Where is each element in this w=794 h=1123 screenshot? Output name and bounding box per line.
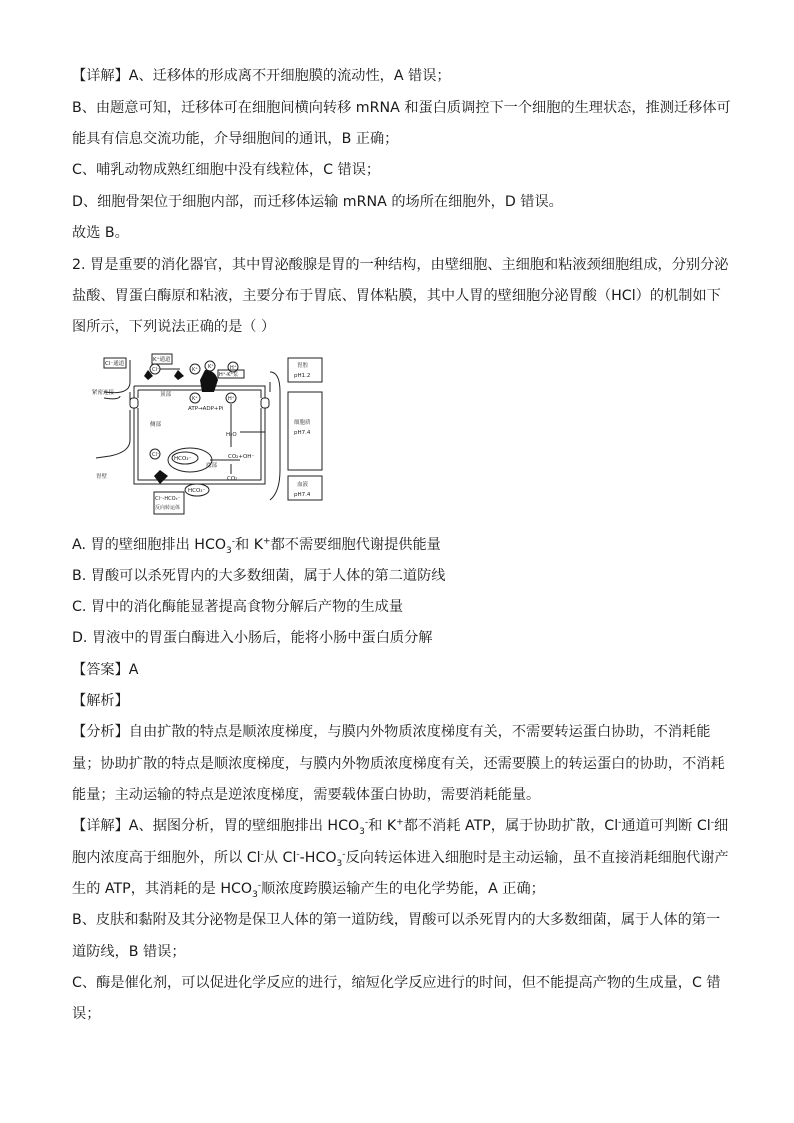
- k-ion-label: K⁺: [208, 364, 214, 370]
- cl-channel-label: Cl⁻通道: [105, 361, 125, 367]
- option-c: C. 胃中的消化酶能显著提高食物分解后产物的生成量: [72, 599, 404, 615]
- detail-line: 【详解】A、据图分析，胃的壁细胞排出 $HCO_3^-$和 K+都不消耗 ATP，属于协助扩散，Cl-通道可判断 Cl-细: [72, 817, 729, 837]
- lumen-label: 胃腔: [297, 363, 309, 369]
- lumen-ph-label: pH1.2: [294, 373, 311, 379]
- cytoplasm-ph-label: pH7.4: [294, 430, 311, 436]
- paragraph-detail-line: 【详解】A、迁移体的形成离不开细胞膜的流动性，A 错误；: [72, 68, 451, 84]
- tight-junction-label: 紧密连接: [92, 390, 115, 396]
- detail-line: 胞内浓度高于细胞外，所以 Cl-从 $Cl^--HCO_3^-$反向转运体进入细胞时是主动运输，虽不直接消耗细胞代谢产: [72, 849, 729, 869]
- hco3-label: HCO₃⁻: [188, 488, 206, 494]
- cl-ion-label: Cl⁻: [152, 367, 160, 373]
- option-b: B. 胃酸可以杀死胃内的大多数细菌，属于人体的第二道防线: [72, 568, 446, 584]
- apical-label: 顶部: [160, 392, 172, 398]
- paragraph-detail-line: B、由题意可知，迁移体可在细胞间横向转移 mRNA 和蛋白质调控下一个细胞的生理状态，推测迁移体可: [72, 100, 731, 116]
- water-label: H₂O: [226, 432, 237, 438]
- detail-line: B、皮肤和黏附及其分泌物是保卫人体的第一道防线，胃酸可以杀死胃内的大多数细菌，属于人体的第一: [72, 912, 721, 928]
- analysis-line: 量；协助扩散的特点是顺浓度梯度，与膜内外物质浓度梯度有关，还需要膜上的转运蛋白的协助，不消耗: [72, 756, 725, 772]
- basal-label: 底部: [206, 463, 218, 469]
- co2-oh-label: CO₂+OH⁻: [228, 454, 255, 460]
- blood-label: 血液: [297, 482, 309, 488]
- k-ion-label: K⁺: [192, 367, 198, 373]
- detail-line: 生的 ATP，其消耗的是 $HCO_3^-$顺浓度跨膜运输产生的电化学势能，A 正确；: [72, 880, 545, 900]
- co2-label: CO₂: [227, 476, 238, 482]
- pump-label: H⁺-K⁺泵: [219, 372, 239, 378]
- detail-line: 误；: [72, 1006, 101, 1022]
- k-ion-label: K⁺: [192, 396, 198, 402]
- paragraph-detail-line: C、哺乳动物成熟红细胞中没有线粒体，C 错误；: [72, 162, 381, 178]
- analysis-heading: 【解析】: [72, 693, 129, 709]
- detail-line: 道防线，B 错误；: [72, 944, 186, 960]
- analysis-line: 【分析】自由扩散的特点是顺浓度梯度，与膜内外物质浓度梯度有关，不需要转运蛋白协助，不消耗能: [72, 724, 711, 740]
- paragraph-detail-line: 能具有信息交流功能，介导细胞间的通讯，B 正确；: [72, 131, 399, 147]
- cytoplasm-label: 细胞质: [294, 420, 311, 426]
- option-a: A. 胃的壁细胞排出 $HCO_3^-$和 K+都不需要细胞代谢提供能量: [72, 536, 441, 556]
- option-d: D. 胃液中的胃蛋白酶进入小肠后，能将小肠中蛋白质分解: [72, 630, 433, 646]
- h-ion-label: H⁺: [230, 365, 237, 371]
- question-2-stem: 盐酸、胃蛋白酶原和粘液，主要分布于胃底、胃体粘膜，其中人胃的壁细胞分泌胃酸（HCl）的机制如下: [72, 288, 721, 304]
- lateral-label: 侧部: [150, 422, 162, 428]
- analysis-line: 能量；主动运输的特点是逆浓度梯度，需要载体蛋白协助，需要消耗能量。: [72, 787, 541, 803]
- k-channel-label: K⁺通道: [153, 357, 171, 363]
- paragraph-detail-line: D、细胞骨架位于细胞内部，而迁移体运输 mRNA 的场所在细胞外，D 错误。: [72, 194, 563, 210]
- question-2-stem: 2. 胃是重要的消化器官，其中胃泌酸腺是胃的一种结构，由壁细胞、主细胞和粘液颈细胞组成，分别分泌: [72, 257, 729, 273]
- blood-ph-label: pH7.4: [294, 492, 311, 498]
- paragraph-detail-line: 故选 B。: [72, 225, 129, 241]
- question-2-stem: 图所示，下列说法正确的是（ ）: [72, 319, 276, 335]
- cl-ion-label: Cl⁻: [152, 452, 160, 458]
- hco3-label: HCO₃⁻: [174, 456, 192, 462]
- exchanger-label: 反向转运体: [155, 505, 181, 511]
- exchanger-label: Cl⁻-HCO₃⁻: [155, 496, 181, 502]
- parietal-cell-diagram: [90, 352, 330, 511]
- atp-label: ATP→ADP+Pi: [188, 406, 224, 412]
- answer-line: 【答案】A: [72, 662, 139, 678]
- detail-line: C、酶是催化剂，可以促进化学反应的进行，缩短化学反应进行的时间，但不能提高产物的生成量，C 错: [72, 975, 721, 991]
- h-ion-label: H⁺: [228, 396, 235, 402]
- stomach-wall-label: 胃壁: [96, 474, 108, 480]
